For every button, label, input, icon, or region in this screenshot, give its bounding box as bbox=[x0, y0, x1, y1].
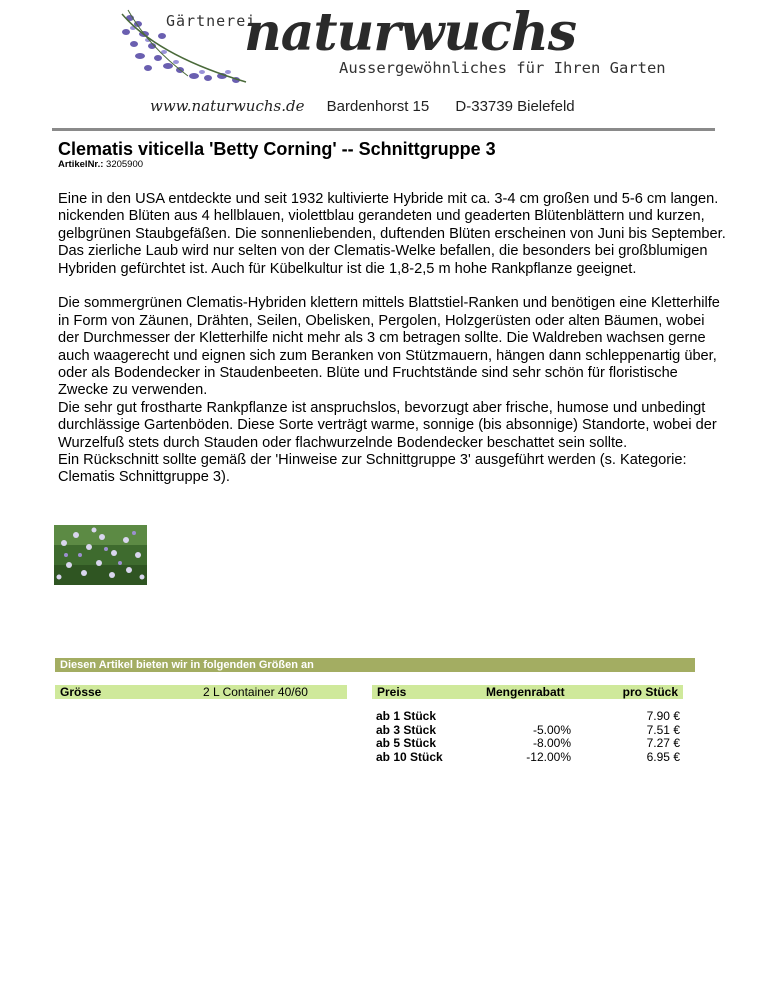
article-number bbox=[58, 159, 143, 170]
address-line bbox=[150, 97, 575, 115]
website-link[interactable]: www.naturwuchs.de bbox=[150, 97, 305, 115]
description-paragraph-4: Ein Rückschnitt sollte gemäß der 'Hinweise zur Schnittgruppe 3' ausgeführt werden (s. Kategorie: Clematis Schnittgruppe 3). bbox=[58, 452, 687, 486]
size-label: Grösse bbox=[60, 685, 102, 699]
table-row bbox=[376, 751, 686, 765]
price-cell: 7.27 € bbox=[646, 736, 680, 750]
product-title: Clematis viticella 'Betty Corning' -- Schnittgruppe 3 bbox=[58, 139, 496, 159]
logo-small-text: Gärtnerei bbox=[166, 12, 257, 30]
table-row bbox=[376, 724, 686, 738]
city-address: D-33739 Bielefeld bbox=[455, 98, 575, 115]
size-value: 2 L Container 40/60 bbox=[203, 685, 308, 699]
description-paragraph-3: Die sehr gut frostharte Rankpflanze ist anspruchslos, bevorzugt aber frische, humose und unbedingt durchlässige Gartenböden. Diese Sorte verträgt warme, sonnige (bis absonnige) Standorte, wobei der Wurzelfuß stets durch Stauden oder flachwurzelnde Bodendecker beschattet sein sollte. bbox=[58, 399, 717, 451]
article-number-value: 3205900 bbox=[106, 159, 144, 170]
product-photo[interactable] bbox=[54, 525, 147, 585]
header-divider bbox=[52, 128, 715, 131]
quantity-cell: ab 5 Stück bbox=[376, 736, 437, 750]
discount-cell: -12.00% bbox=[526, 749, 571, 764]
table-row bbox=[376, 710, 686, 724]
price-cell: 6.95 € bbox=[646, 749, 680, 764]
product-description bbox=[58, 191, 728, 487]
per-piece-column-header: pro Stück bbox=[622, 685, 678, 699]
site-header bbox=[118, 2, 666, 86]
price-table-header bbox=[372, 685, 683, 699]
logo-brand-name: naturwuchs bbox=[244, 2, 577, 63]
quantity-cell: ab 3 Stück bbox=[376, 722, 437, 737]
description-paragraph-2: Die sommergrünen Clematis-Hybriden klettern mittels Blattstiel-Ranken und benötigen eine Kletterhilfe in Form von Zäunen, Drähten, Seilen, Obelisken, Pergolen, Holzgerüsten oder alten Bäumen, wobei der Durchmesser der Kletterhilfe nicht mehr als 3 cm betragen sollte. Die Waldreben wachsen gerne auch waagerecht und eignen sich zum Beranken von Stützmauern, hängen dann schleppenartig über, oder als Bodendecker in Staudenbeeten. Blüte und Fruchtstände sind sehr schön für floristische Zwecke zu verwenden. bbox=[58, 295, 720, 399]
discount-cell: -5.00% bbox=[532, 722, 571, 737]
street-address: Bardenhorst 15 bbox=[326, 98, 430, 115]
price-cell: 7.90 € bbox=[646, 709, 680, 723]
discount-column-header: Mengenrabatt bbox=[486, 685, 565, 699]
sizes-header-bar: Diesen Artikel bieten wir in folgenden Größen an bbox=[55, 658, 695, 672]
price-cell: 7.51 € bbox=[646, 722, 680, 737]
price-column-header: Preis bbox=[377, 685, 407, 699]
description-paragraph-1: Eine in den USA entdeckte und seit 1932 kultivierte Hybride mit ca. 3-4 cm großen und 5-6 cm langen. nickenden Blüten aus 4 hellblauen, violettblau gerandeten und geaderten Blütenblättern und kurzen, gelbgrünen Staubgefäßen. Die sonnenliebenden, duftenden Blüten erscheinen von Juni bis September. Das zierliche Laub wird nur selten von der Clematis-Welke befallen, die besonders bei großblumigen Hybriden gefürchtet ist. Auch für Kübelkultur ist die 1,8-2,5 m hohe Rankpflanze geeignet. bbox=[58, 191, 726, 277]
quantity-cell: ab 10 Stück bbox=[376, 749, 443, 764]
quantity-cell: ab 1 Stück bbox=[376, 709, 437, 723]
logo-tagline: Aussergewöhnliches für Ihren Garten bbox=[339, 59, 666, 77]
price-table bbox=[376, 710, 686, 764]
table-row bbox=[376, 737, 686, 751]
discount-cell: -8.00% bbox=[532, 736, 571, 750]
article-number-label: ArtikelNr.: bbox=[58, 159, 104, 170]
size-row bbox=[55, 685, 347, 699]
